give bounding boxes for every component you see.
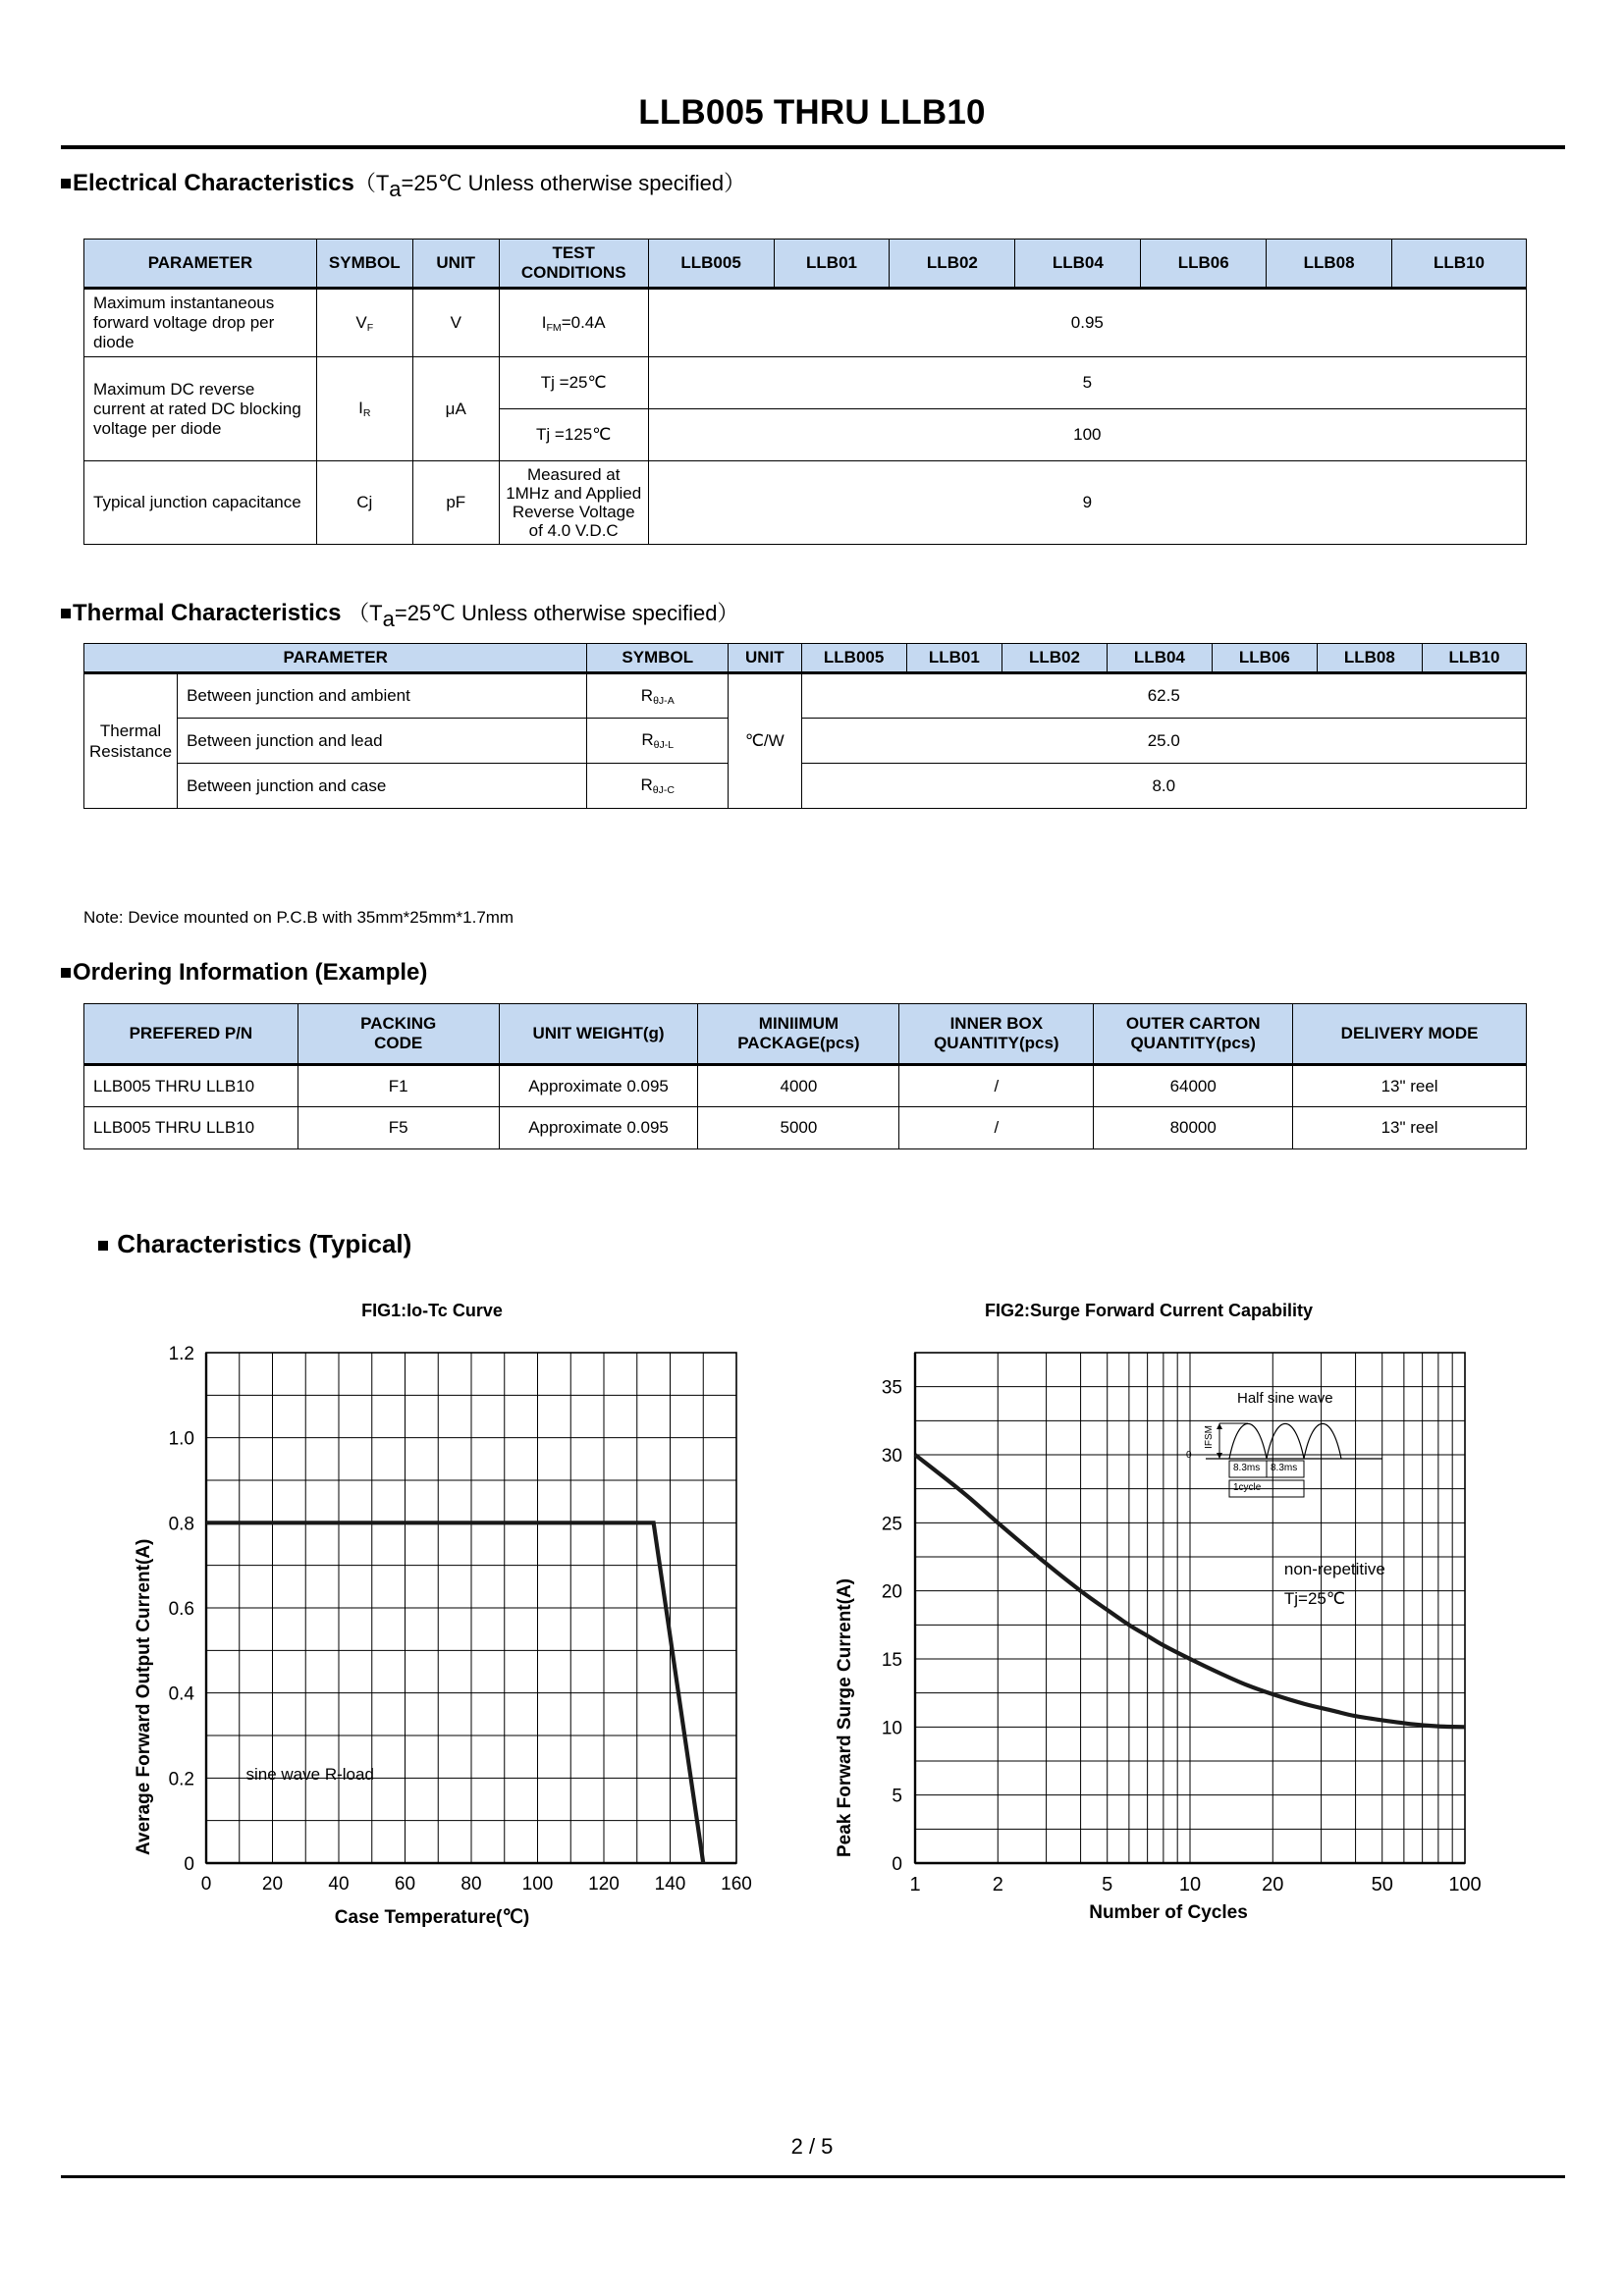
header-line1: INNER BOX	[949, 1014, 1044, 1033]
symbol-sub: θJ-C	[652, 783, 676, 796]
header-line2: PACKAGE(pcs)	[737, 1034, 860, 1052]
svg-text:1.2: 1.2	[168, 1344, 194, 1364]
header-line2: CODE	[374, 1034, 423, 1052]
svg-text:80: 80	[460, 1874, 482, 1895]
cell-delivery-mode: 13" reel	[1293, 1107, 1527, 1149]
svg-text:50: 50	[1371, 1874, 1393, 1896]
fig2-annotation-2: Tj=25℃	[1283, 1589, 1345, 1609]
electrical-heading-text: Electrical Characteristics	[73, 170, 354, 196]
cell-parameter: Typical junction capacitance	[84, 461, 317, 545]
header-line1: PREFERED P/N	[129, 1024, 253, 1042]
svg-text:100: 100	[521, 1874, 554, 1895]
bullet-square-icon	[61, 179, 71, 188]
cell-symbol	[587, 764, 729, 809]
col-packing-code	[298, 1004, 499, 1065]
cell-condition: Measured at 1MHz and Applied Reverse Voltage of 4.0 V.D.C	[499, 461, 648, 545]
table-row	[84, 461, 1527, 545]
col-symbol: SYMBOL	[316, 240, 412, 289]
electrical-heading-cond-open: （T	[353, 171, 390, 195]
svg-text:20: 20	[261, 1874, 284, 1895]
col-prefered-pn	[84, 1004, 298, 1065]
header-line1: PACKING	[360, 1014, 437, 1033]
cell-symbol: Cj	[316, 461, 412, 545]
cell-minimum-package: 4000	[698, 1065, 899, 1107]
col-llb04: LLB04	[1107, 644, 1212, 673]
bullet-square-icon	[61, 968, 71, 978]
svg-text:35: 35	[881, 1377, 902, 1399]
fig2-x-axis-label: Number of Cycles	[1089, 1902, 1248, 1923]
table-row	[84, 357, 1527, 409]
electrical-characteristics-table	[83, 239, 1527, 545]
table-row	[84, 1065, 1527, 1107]
cell-parameter: Between junction and case	[178, 764, 587, 809]
cell-value: 100	[648, 409, 1526, 461]
header-line2: QUANTITY(pcs)	[934, 1034, 1059, 1052]
fig1-annotation: sine wave R-load	[245, 1765, 374, 1785]
svg-text:120: 120	[588, 1874, 620, 1895]
col-llb04: LLB04	[1015, 240, 1141, 289]
symbol-base: R	[640, 685, 654, 705]
footer-divider	[61, 2175, 1565, 2178]
svg-text:0: 0	[200, 1874, 212, 1895]
fig1-y-axis-label: Average Forward Output Current(A)	[134, 1538, 154, 1855]
electrical-table-header-row	[84, 240, 1527, 289]
cell-condition: Tj =125℃	[499, 409, 648, 461]
col-unit: UNIT	[729, 644, 801, 673]
col-llb08: LLB08	[1267, 240, 1392, 289]
table-row	[84, 764, 1527, 809]
col-llb06: LLB06	[1141, 240, 1267, 289]
page-title: LLB005 THRU LLB10	[638, 93, 986, 132]
svg-text:5: 5	[892, 1786, 902, 1807]
bullet-square-icon	[98, 1241, 108, 1251]
fig2-y-axis-label: Peak Forward Surge Current(A)	[835, 1578, 855, 1857]
col-parameter: PARAMETER	[84, 240, 317, 289]
col-delivery-mode	[1293, 1004, 1527, 1065]
thermal-heading-cond-open: （T	[348, 601, 383, 625]
cell-prefered-pn: LLB005 THRU LLB10	[84, 1107, 298, 1149]
col-llb005: LLB005	[801, 644, 906, 673]
header-line2: QUANTITY(pcs)	[1130, 1034, 1256, 1052]
cell-symbol	[316, 357, 412, 461]
cell-unit: pF	[412, 461, 499, 545]
cell-unit-weight: Approximate 0.095	[499, 1065, 698, 1107]
cell-value: 62.5	[801, 673, 1526, 719]
cell-group-label: Thermal Resistance	[84, 673, 178, 809]
cell-packing-code: F5	[298, 1107, 499, 1149]
cell-inner-box-quantity: /	[899, 1065, 1094, 1107]
col-outer-carton-quantity	[1094, 1004, 1293, 1065]
thermal-table-header-row	[84, 644, 1527, 673]
ordering-information-table	[83, 1003, 1527, 1149]
cell-symbol	[587, 673, 729, 719]
cell-parameter: Maximum DC reverse current at rated DC blocking voltage per diode	[84, 357, 317, 461]
table-row	[84, 673, 1527, 719]
col-parameter: PARAMETER	[84, 644, 587, 673]
fig2-inset-cycle-label: 1cycle	[1233, 1482, 1262, 1493]
cell-unit: μA	[412, 357, 499, 461]
col-llb01: LLB01	[906, 644, 1001, 673]
col-llb02: LLB02	[1001, 644, 1107, 673]
col-test-conditions: TEST CONDITIONS	[499, 240, 648, 289]
condition-rest: =0.4A	[561, 312, 606, 332]
svg-text:0: 0	[184, 1854, 194, 1875]
svg-text:160: 160	[721, 1874, 752, 1895]
thermal-note: Note: Device mounted on P.C.B with 35mm*25mm*1.7mm	[83, 908, 514, 927]
cell-symbol	[587, 719, 729, 764]
cell-value: 5	[648, 357, 1526, 409]
bullet-square-icon	[61, 609, 71, 618]
header-line1: DELIVERY MODE	[1340, 1024, 1479, 1042]
cell-packing-code: F1	[298, 1065, 499, 1107]
cell-value: 0.95	[648, 289, 1526, 357]
cell-outer-carton-quantity: 80000	[1094, 1107, 1293, 1149]
cell-outer-carton-quantity: 64000	[1094, 1065, 1293, 1107]
svg-text:30: 30	[881, 1446, 902, 1467]
col-llb01: LLB01	[774, 240, 890, 289]
symbol-base: I	[358, 399, 363, 418]
cell-unit-weight: Approximate 0.095	[499, 1107, 698, 1149]
svg-text:60: 60	[394, 1874, 416, 1895]
svg-text:20: 20	[881, 1581, 902, 1603]
svg-text:0.6: 0.6	[168, 1599, 194, 1620]
footer-page-number: 2 / 5	[790, 2134, 834, 2159]
svg-text:15: 15	[881, 1650, 902, 1671]
col-unit-weight	[499, 1004, 698, 1065]
cell-symbol	[316, 289, 412, 357]
ordering-table-header-row	[84, 1004, 1527, 1065]
electrical-characteristics-heading	[61, 167, 745, 202]
header-line1: OUTER CARTON	[1125, 1014, 1261, 1033]
electrical-heading-cond-sub: a	[389, 177, 402, 202]
cell-parameter: Maximum instantaneous forward voltage drop per diode	[84, 289, 317, 357]
header-line1: MINIIMUM	[758, 1014, 839, 1033]
cell-unit: V	[412, 289, 499, 357]
fig2-inset-ifsm-label: IFSM	[1204, 1425, 1215, 1449]
cell-delivery-mode: 13" reel	[1293, 1065, 1527, 1107]
symbol-sub: R	[362, 406, 371, 419]
col-llb06: LLB06	[1212, 644, 1317, 673]
svg-text:25: 25	[881, 1514, 902, 1535]
thermal-characteristics-heading	[61, 597, 738, 632]
symbol-base: R	[640, 775, 653, 795]
cell-value: 25.0	[801, 719, 1526, 764]
symbol-sub: θJ-A	[653, 694, 675, 707]
fig2-inset-zero-label: 0	[1186, 1450, 1192, 1461]
col-llb10: LLB10	[1422, 644, 1526, 673]
characteristics-heading-text: Characteristics (Typical)	[117, 1229, 412, 1258]
cell-value: 9	[648, 461, 1526, 545]
col-minimum-package	[698, 1004, 899, 1065]
cell-unit: ℃/W	[729, 673, 801, 809]
ordering-information-heading	[61, 959, 427, 987]
thermal-heading-text: Thermal Characteristics	[73, 600, 342, 626]
thermal-heading-cond-rest: =25℃ Unless otherwise specified）	[394, 601, 739, 625]
col-llb08: LLB08	[1317, 644, 1422, 673]
svg-text:140: 140	[654, 1874, 686, 1895]
col-llb005: LLB005	[648, 240, 774, 289]
cell-minimum-package: 5000	[698, 1107, 899, 1149]
header-line1: UNIT WEIGHT(g)	[532, 1024, 665, 1042]
cell-value: 8.0	[801, 764, 1526, 809]
symbol-base: R	[641, 730, 654, 750]
condition-base: I	[541, 312, 547, 332]
fig1-title: FIG1:Io-Tc Curve	[361, 1301, 503, 1320]
svg-text:0.2: 0.2	[168, 1769, 194, 1790]
col-llb02: LLB02	[890, 240, 1015, 289]
cell-prefered-pn: LLB005 THRU LLB10	[84, 1065, 298, 1107]
svg-text:2: 2	[992, 1874, 1003, 1896]
cell-parameter: Between junction and lead	[178, 719, 587, 764]
thermal-heading-cond-sub: a	[382, 607, 395, 632]
condition-sub: FM	[546, 321, 562, 334]
table-row	[84, 719, 1527, 764]
svg-text:0.4: 0.4	[168, 1683, 194, 1705]
fig1-x-axis-label: Case Temperature(℃)	[334, 1907, 530, 1928]
col-unit: UNIT	[412, 240, 499, 289]
svg-text:40: 40	[328, 1874, 350, 1895]
fig2-annotation-1: non-repetitive	[1283, 1559, 1385, 1578]
svg-text:1: 1	[909, 1874, 921, 1896]
col-inner-box-quantity	[899, 1004, 1094, 1065]
svg-text:100: 100	[1448, 1874, 1482, 1896]
characteristics-heading	[98, 1229, 411, 1259]
svg-text:20: 20	[1262, 1874, 1284, 1896]
svg-text:10: 10	[881, 1718, 902, 1739]
col-llb10: LLB10	[1392, 240, 1527, 289]
table-row	[84, 289, 1527, 357]
table-row	[84, 1107, 1527, 1149]
svg-text:0: 0	[892, 1854, 902, 1875]
svg-text:0.8: 0.8	[168, 1514, 194, 1535]
cell-condition: Tj =25℃	[499, 357, 648, 409]
fig2-plot-area	[805, 1296, 1492, 1944]
fig1-plot-area	[108, 1296, 756, 1944]
thermal-characteristics-table	[83, 643, 1527, 809]
symbol-sub: F	[366, 321, 374, 334]
symbol-base: V	[355, 312, 367, 332]
fig2-inset-title: Half sine wave	[1237, 1390, 1333, 1407]
symbol-sub: θJ-L	[653, 738, 675, 751]
svg-text:10: 10	[1178, 1874, 1202, 1896]
svg-text:5: 5	[1102, 1874, 1113, 1896]
electrical-heading-cond-rest: =25℃ Unless otherwise specified）	[401, 171, 746, 195]
ordering-heading-text: Ordering Information (Example)	[73, 959, 428, 986]
fig2-inset-pulse-label-1: 8.3ms	[1233, 1463, 1261, 1473]
cell-condition	[499, 289, 648, 357]
svg-text:1.0: 1.0	[168, 1428, 194, 1450]
fig1-chart	[108, 1296, 756, 1944]
col-symbol: SYMBOL	[587, 644, 729, 673]
cell-inner-box-quantity: /	[899, 1107, 1094, 1149]
fig2-title: FIG2:Surge Forward Current Capability	[984, 1301, 1314, 1320]
fig2-inset-pulse-label-2: 8.3ms	[1271, 1463, 1298, 1473]
header-divider	[61, 145, 1565, 149]
fig2-chart	[805, 1296, 1492, 1944]
cell-parameter: Between junction and ambient	[178, 673, 587, 719]
